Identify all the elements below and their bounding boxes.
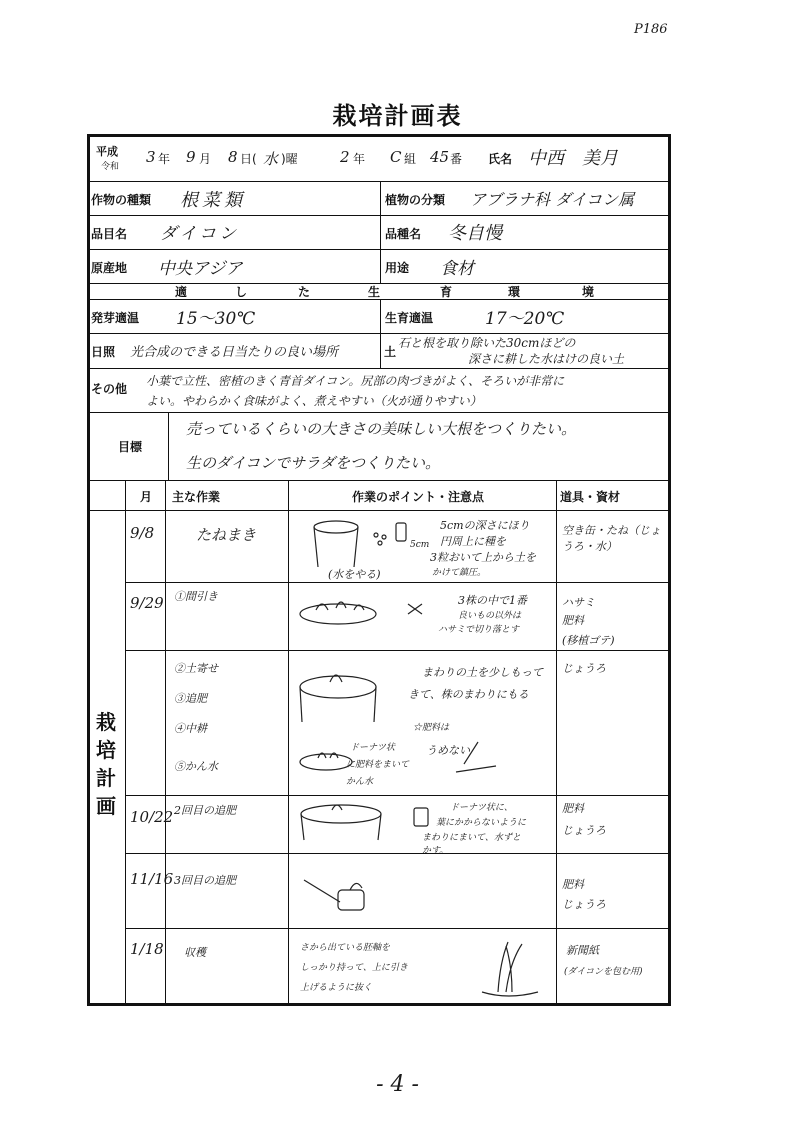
row-note: かん水 bbox=[346, 777, 374, 787]
row-tool: (ダイコンを包む用) bbox=[564, 967, 643, 977]
row-tool: 肥料 bbox=[562, 878, 584, 891]
row-note: かす。 bbox=[422, 846, 449, 856]
crop-type-value: 根菜類 bbox=[180, 190, 246, 211]
growth-temp-label: 生育適温 bbox=[385, 311, 434, 325]
origin-label: 原産地 bbox=[91, 261, 128, 275]
plan-side-label-char: 計 bbox=[96, 766, 116, 790]
row-date: 10/22 bbox=[130, 808, 174, 826]
env-heading-char: 適 bbox=[175, 285, 188, 299]
month-value: 9 bbox=[186, 148, 196, 166]
row-note: ☆肥料は bbox=[413, 723, 450, 733]
weekday-unit: )曜 bbox=[281, 152, 298, 166]
row-tool: ハサミ bbox=[562, 596, 595, 609]
row-note: 良いもの以外は bbox=[458, 611, 522, 621]
year-unit: 年 bbox=[158, 152, 171, 166]
item-name-label: 品目名 bbox=[91, 227, 128, 241]
row-task: ④中耕 bbox=[174, 722, 207, 735]
soil-label: 土 bbox=[384, 345, 397, 359]
row-note: うめない bbox=[426, 744, 470, 757]
row-task: ②土寄せ bbox=[174, 662, 218, 675]
row-tool: (移植ゴテ) bbox=[562, 634, 615, 647]
fertilizing-sketch bbox=[296, 800, 436, 850]
watering-can-sketch bbox=[298, 870, 378, 920]
row-tool: 新聞紙 bbox=[566, 944, 599, 957]
soil-value-line1: 石と根を取り除いた30cmほどの bbox=[398, 336, 576, 350]
classification-label: 植物の分類 bbox=[385, 193, 446, 207]
row-note: ドーナツ状 bbox=[350, 743, 395, 753]
row-task: 収穫 bbox=[184, 946, 206, 959]
name-label: 氏名 bbox=[488, 152, 513, 166]
page-reference: P186 bbox=[634, 22, 668, 37]
row-note: しっかり持って、上に引き bbox=[300, 963, 408, 973]
grade-value: 2 bbox=[340, 148, 350, 166]
class-value: C bbox=[390, 148, 402, 166]
year-value: 3 bbox=[146, 148, 156, 166]
soil-value-line2: 深さに耕した水はけの良い土 bbox=[468, 352, 625, 366]
other-line1: 小葉で立性、密植のきく青首ダイコン。尻部の肉づきがよく、そろいが非常に bbox=[146, 374, 565, 388]
row-tools: 空き缶・たね（じょうろ・水） bbox=[562, 524, 661, 553]
env-heading-char: し bbox=[235, 285, 248, 299]
variety-value: 冬自慢 bbox=[448, 223, 502, 244]
env-heading-char: 環 bbox=[508, 285, 521, 299]
germination-temp-label: 発芽適温 bbox=[91, 311, 140, 325]
row-note: 円周上に種を bbox=[440, 535, 506, 548]
row-task: ①間引き bbox=[174, 590, 218, 603]
plan-side-label-char: 画 bbox=[96, 794, 116, 818]
plan-side-label-char: 培 bbox=[96, 738, 116, 762]
row-task: たねまき bbox=[196, 526, 257, 544]
growth-temp-value: 17～20℃ bbox=[485, 309, 565, 329]
row-note: まわりにまいて、水ずと bbox=[422, 833, 521, 843]
row-task: ⑤かん水 bbox=[174, 760, 218, 773]
row-task: 2回目の追肥 bbox=[174, 804, 236, 817]
sketch-label: 5cm bbox=[410, 540, 430, 550]
sunlight-value: 光合成のできる日当たりの良い場所 bbox=[130, 345, 339, 360]
row-note: さから出ている胚軸を bbox=[300, 943, 391, 953]
origin-value: 中央アジア bbox=[158, 259, 243, 279]
row-note: ハサミで切り落とす bbox=[438, 625, 520, 635]
variety-label: 品種名 bbox=[385, 227, 422, 241]
item-name-value: ダイコン bbox=[160, 224, 239, 244]
use-label: 用途 bbox=[385, 261, 410, 275]
goal-line1: 売っているくらいの大きさの美味しい大根をつくりたい。 bbox=[186, 420, 577, 438]
col-month-header: 月 bbox=[140, 490, 153, 504]
row-date: 9/29 bbox=[130, 594, 164, 612]
row-tool: じょうろ bbox=[562, 662, 606, 675]
use-value: 食材 bbox=[440, 259, 474, 279]
day-value: 8 bbox=[228, 148, 238, 166]
month-unit: 月 bbox=[199, 152, 212, 166]
row-tool: 肥料 bbox=[562, 614, 584, 627]
row-note: 3株の中で1番 bbox=[458, 594, 527, 607]
crop-type-label: 作物の種類 bbox=[91, 193, 152, 207]
student-number-value: 45 bbox=[430, 148, 450, 166]
classification-value: アブラナ科 ダイコン属 bbox=[470, 190, 635, 209]
col-tools-header: 道具・資材 bbox=[560, 490, 621, 504]
other-line2: よい。やわらかく食味がよく、煮えやすい（火が通りやすい） bbox=[146, 394, 482, 408]
class-unit: 組 bbox=[404, 152, 417, 166]
row-note: かけて鎮圧。 bbox=[432, 568, 487, 578]
row-note: 葉にかからないように bbox=[436, 818, 527, 828]
thinning-sketch bbox=[296, 592, 446, 782]
harvest-sketch bbox=[478, 932, 548, 1002]
row-date: 9/8 bbox=[130, 524, 155, 542]
row-tool: じょうろ bbox=[562, 898, 606, 911]
sunlight-label: 日照 bbox=[91, 345, 116, 359]
row-note: まわりの土を少しもって bbox=[422, 666, 543, 679]
era-alt-label: 令和 bbox=[101, 162, 120, 172]
other-label: その他 bbox=[91, 382, 128, 396]
row-date: 11/16 bbox=[130, 870, 174, 888]
row-tool: じょうろ bbox=[562, 824, 606, 837]
seeding-sketch bbox=[296, 515, 426, 580]
row-tool: 肥料 bbox=[562, 802, 584, 815]
plan-side-label-char: 栽 bbox=[96, 710, 116, 734]
grade-unit: 年 bbox=[353, 152, 366, 166]
document-title: 栽培計画表 bbox=[332, 102, 463, 130]
env-heading-char: た bbox=[298, 285, 311, 299]
goals-label: 目標 bbox=[118, 440, 143, 454]
row-note: ドーナツ状に、 bbox=[450, 803, 513, 813]
row-note: きて、株のまわりにもる bbox=[408, 688, 529, 701]
student-number-unit: 番 bbox=[450, 152, 463, 166]
row-date: 1/18 bbox=[130, 940, 164, 958]
row-task: 3回目の追肥 bbox=[174, 874, 236, 887]
page-number: - 4 - bbox=[376, 1072, 419, 1097]
sketch-label: (水をやる) bbox=[328, 568, 381, 581]
day-unit: 日( bbox=[240, 152, 257, 166]
weekday-value: 水 bbox=[263, 150, 279, 168]
row-task: ③追肥 bbox=[174, 692, 207, 705]
row-note: に肥料をまいて bbox=[346, 760, 410, 770]
row-note: 3粒おいて上から土を bbox=[430, 551, 536, 564]
env-heading-char: 境 bbox=[582, 285, 595, 299]
col-task-header: 主な作業 bbox=[172, 490, 221, 504]
env-heading-char: 育 bbox=[440, 285, 453, 299]
era-label: 平成 bbox=[96, 145, 118, 158]
row-note: 5cmの深さにほり bbox=[440, 519, 530, 532]
col-points-header: 作業のポイント・注意点 bbox=[352, 490, 485, 504]
row-note: 上げるように抜く bbox=[300, 983, 373, 993]
student-name: 中西 美月 bbox=[528, 148, 618, 169]
germination-temp-value: 15～30℃ bbox=[176, 309, 256, 329]
goal-line2: 生のダイコンでサラダをつくりたい。 bbox=[186, 454, 440, 472]
env-heading-char: 生 bbox=[368, 285, 381, 299]
